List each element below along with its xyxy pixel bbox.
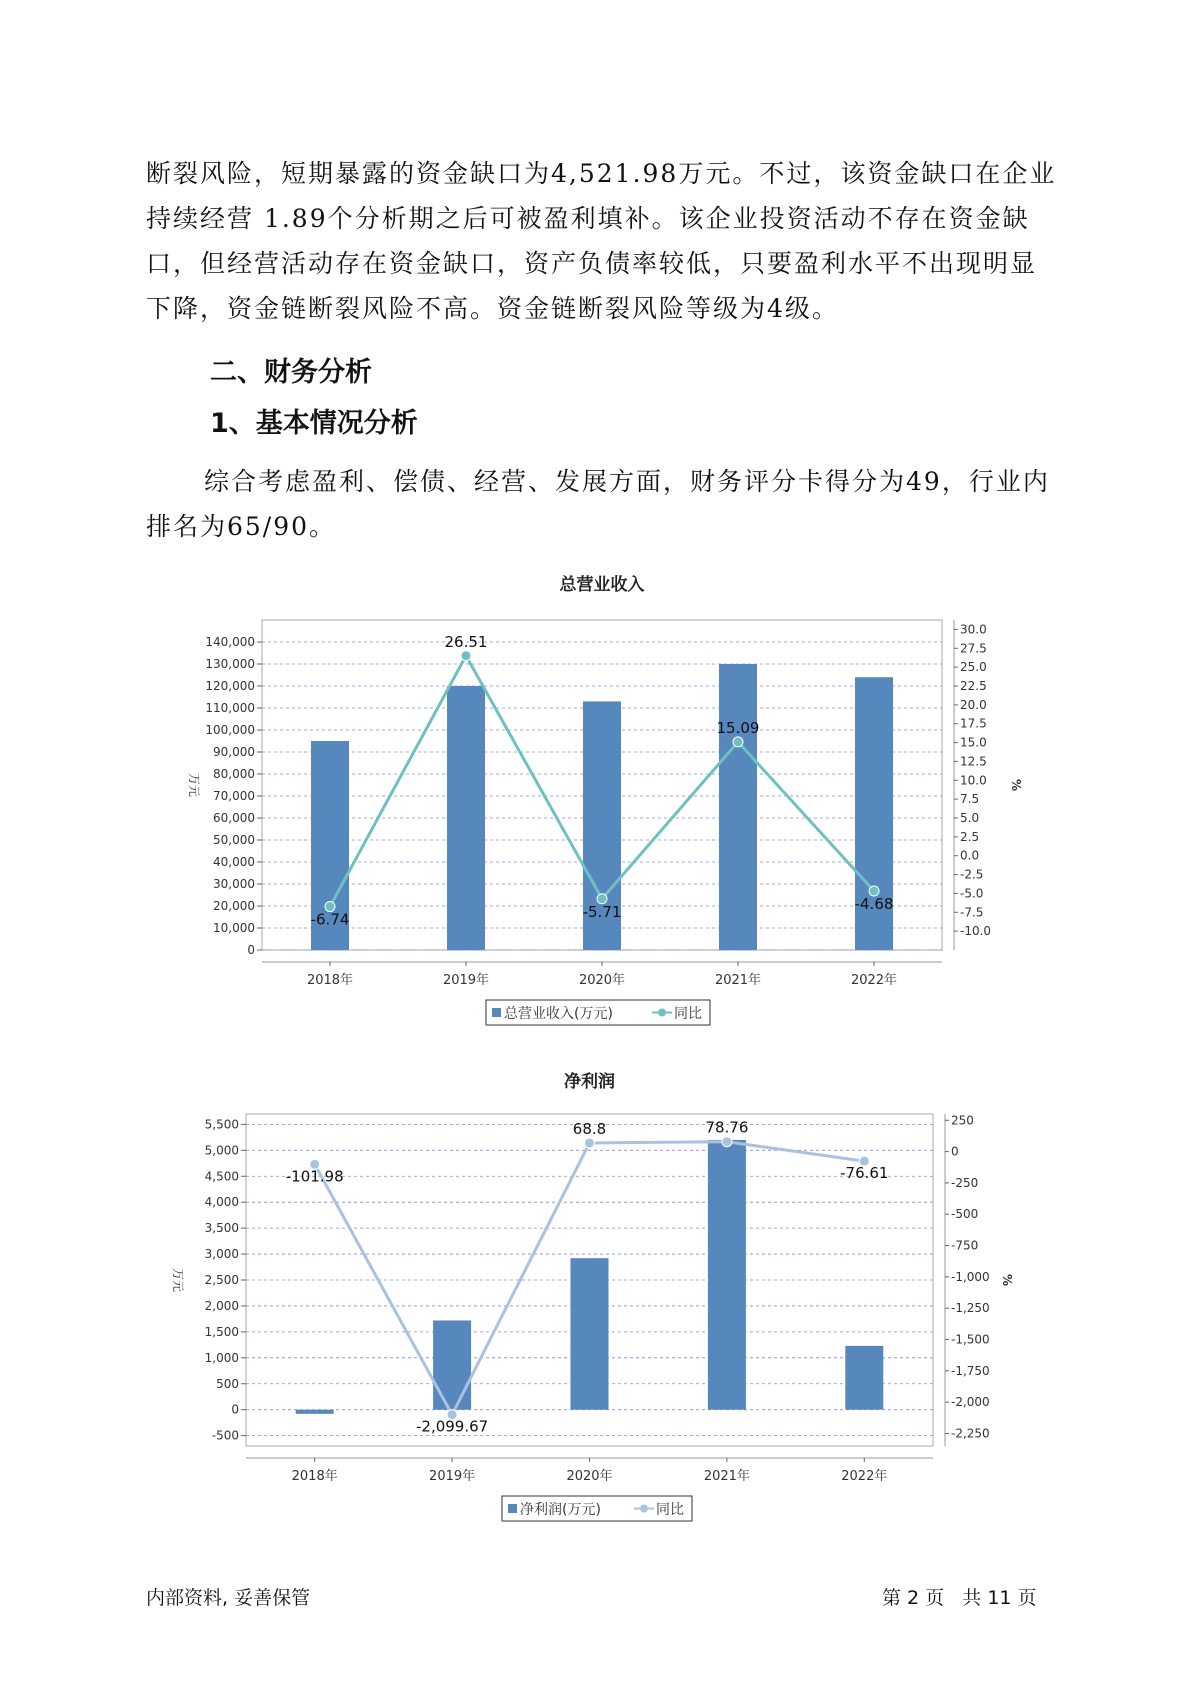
y2-tick-label: -2,000 [951,1395,990,1410]
y2-tick-label: 17.5 [960,716,987,731]
y-tick-label: 2,000 [204,1298,239,1313]
paragraph-scorecard: 综合考虑盈利、偿债、经营、发展方面，财务评分卡得分为49，行业内排名为65/90。 [146,467,1050,541]
x-tick-label: 2019年 [429,1469,476,1484]
y-tick-label: 100,000 [205,723,255,737]
y2-tick-label: 27.5 [960,641,987,656]
y2-tick-label: 0.0 [960,848,980,863]
y-tick-label: 5,000 [204,1143,239,1158]
data-label: -2,099.67 [415,1417,489,1436]
y-tick-label: 110,000 [205,701,255,715]
legend-bar-swatch [508,1504,517,1513]
y-tick-label: 3,000 [204,1247,239,1262]
y-tick-label: 500 [216,1376,239,1391]
revenue-chart [0,560,1191,1030]
y-tick-label: 40,000 [213,855,255,869]
y2-tick-label: -250 [951,1175,979,1190]
line-point [461,651,471,661]
chart-title: 总营业收入 [559,575,645,595]
y2-tick-label: -10.0 [960,924,992,939]
x-tick-label: 2018年 [291,1469,338,1484]
bar [708,1140,746,1410]
y2-tick-label: 20.0 [960,697,987,712]
legend-bar-label: 净利润(万元) [520,1502,601,1518]
legend-bar-swatch [492,1008,501,1017]
line-point [722,1137,732,1147]
y-tick-label: 70,000 [213,789,255,803]
x-tick-label: 2021年 [703,1469,750,1484]
y2-tick-label: 0 [951,1144,959,1159]
bar [447,686,485,950]
y-tick-label: 90,000 [213,745,255,759]
data-label: -5.71 [582,902,622,921]
y2-axis-label: % [1009,778,1023,792]
data-label: 26.51 [444,632,488,651]
x-tick-label: 2020年 [566,1469,613,1484]
data-label: 15.09 [716,718,760,737]
bar [719,664,757,950]
y-tick-label: 3,500 [204,1221,239,1236]
x-tick-label: 2021年 [714,973,762,988]
y2-tick-label: 7.5 [960,792,980,807]
y2-tick-label: -1,500 [951,1332,990,1347]
y-tick-label: -500 [211,1428,239,1443]
y2-tick-label: -1,250 [951,1301,990,1316]
y2-axis-label: % [1000,1273,1014,1287]
y2-tick-label: -5.0 [960,886,984,901]
bar [845,1346,883,1410]
data-label: 78.76 [705,1118,749,1137]
y-tick-label: 50,000 [213,833,255,847]
x-tick-label: 2022年 [850,973,898,988]
y-tick-label: 5,500 [204,1117,239,1132]
y2-tick-label: -7.5 [960,905,984,920]
x-tick-label: 2018年 [306,973,354,988]
bar [571,1258,609,1409]
legend-line-label: 同比 [656,1502,684,1518]
data-label: -101.98 [285,1167,344,1186]
y2-tick-label: 250 [951,1113,974,1128]
y2-tick-label: 12.5 [960,754,987,769]
paragraph-funding-risk: 断裂风险，短期暴露的资金缺口为4,521.98万元。不过，该资金缺口在企业持续经营 1.89个分析期之后可被盈利填补。该企业投资活动不存在资金缺口，但经营活动存在资金缺口，资产负债率较低，只要盈利水平不出现明显下降，资金链断裂风险不高。资金链断裂风险等级为4级。 [146,159,1057,323]
y2-tick-label: -1,000 [951,1269,990,1284]
y2-tick-label: 22.5 [960,679,987,693]
data-label: -6.74 [310,910,350,929]
legend-line-label: 同比 [674,1006,702,1022]
y-tick-label: 2,500 [204,1273,239,1287]
x-tick-label: 2022年 [841,1469,888,1484]
chart-title: 净利润 [564,1072,615,1092]
y-axis-label: 万元 [187,772,201,798]
y-tick-label: 30,000 [213,877,255,891]
y-tick-label: 120,000 [205,679,255,693]
y-tick-label: 1,500 [204,1324,239,1339]
x-tick-label: 2020年 [578,973,626,988]
line-point [733,737,743,747]
y-tick-label: 60,000 [213,811,255,825]
subsection-heading: 1、基本情况分析 [210,408,418,439]
bar [433,1320,471,1409]
y2-tick-label: -1,750 [951,1363,990,1378]
bar [296,1410,334,1414]
footer-page-number: 第 2 页 共 11 页 [882,1587,1037,1609]
y2-tick-label: 10.0 [960,773,987,788]
legend-bar-label: 总营业收入(万元) [504,1006,613,1022]
y-tick-label: 20,000 [213,899,255,913]
footer-confidential: 内部资料, 妥善保管 [146,1587,311,1609]
net-profit-chart [0,1060,1191,1530]
y2-tick-label: -2.5 [960,867,984,882]
y-tick-label: 130,000 [205,657,255,671]
y2-tick-label: 5.0 [960,811,980,825]
y2-tick-label: 2.5 [960,829,980,844]
y-tick-label: 10,000 [213,921,255,935]
y-tick-label: 0 [247,943,255,957]
y2-tick-label: 25.0 [960,660,987,675]
y2-tick-label: -750 [951,1238,979,1253]
legend-line-marker [658,1009,666,1017]
data-label: -76.61 [840,1164,889,1183]
y2-tick-label: -500 [951,1207,979,1222]
legend-line-marker [640,1505,648,1513]
y-tick-label: 4,000 [204,1195,239,1210]
y-tick-label: 140,000 [205,635,255,649]
y-tick-label: 80,000 [213,767,255,781]
y-tick-label: 4,500 [204,1169,239,1184]
section-heading: 二、财务分析 [210,357,372,388]
x-tick-label: 2019年 [442,973,490,988]
y2-tick-label: -2,250 [951,1426,990,1441]
data-label: -4.68 [854,895,894,914]
y-axis-label: 万元 [171,1267,185,1293]
y-tick-label: 0 [231,1402,239,1417]
line-point [585,1138,595,1148]
y-tick-label: 1,000 [204,1350,239,1365]
y2-tick-label: 15.0 [960,735,987,750]
data-label: 68.8 [572,1119,607,1138]
y2-tick-label: 30.0 [960,622,987,637]
